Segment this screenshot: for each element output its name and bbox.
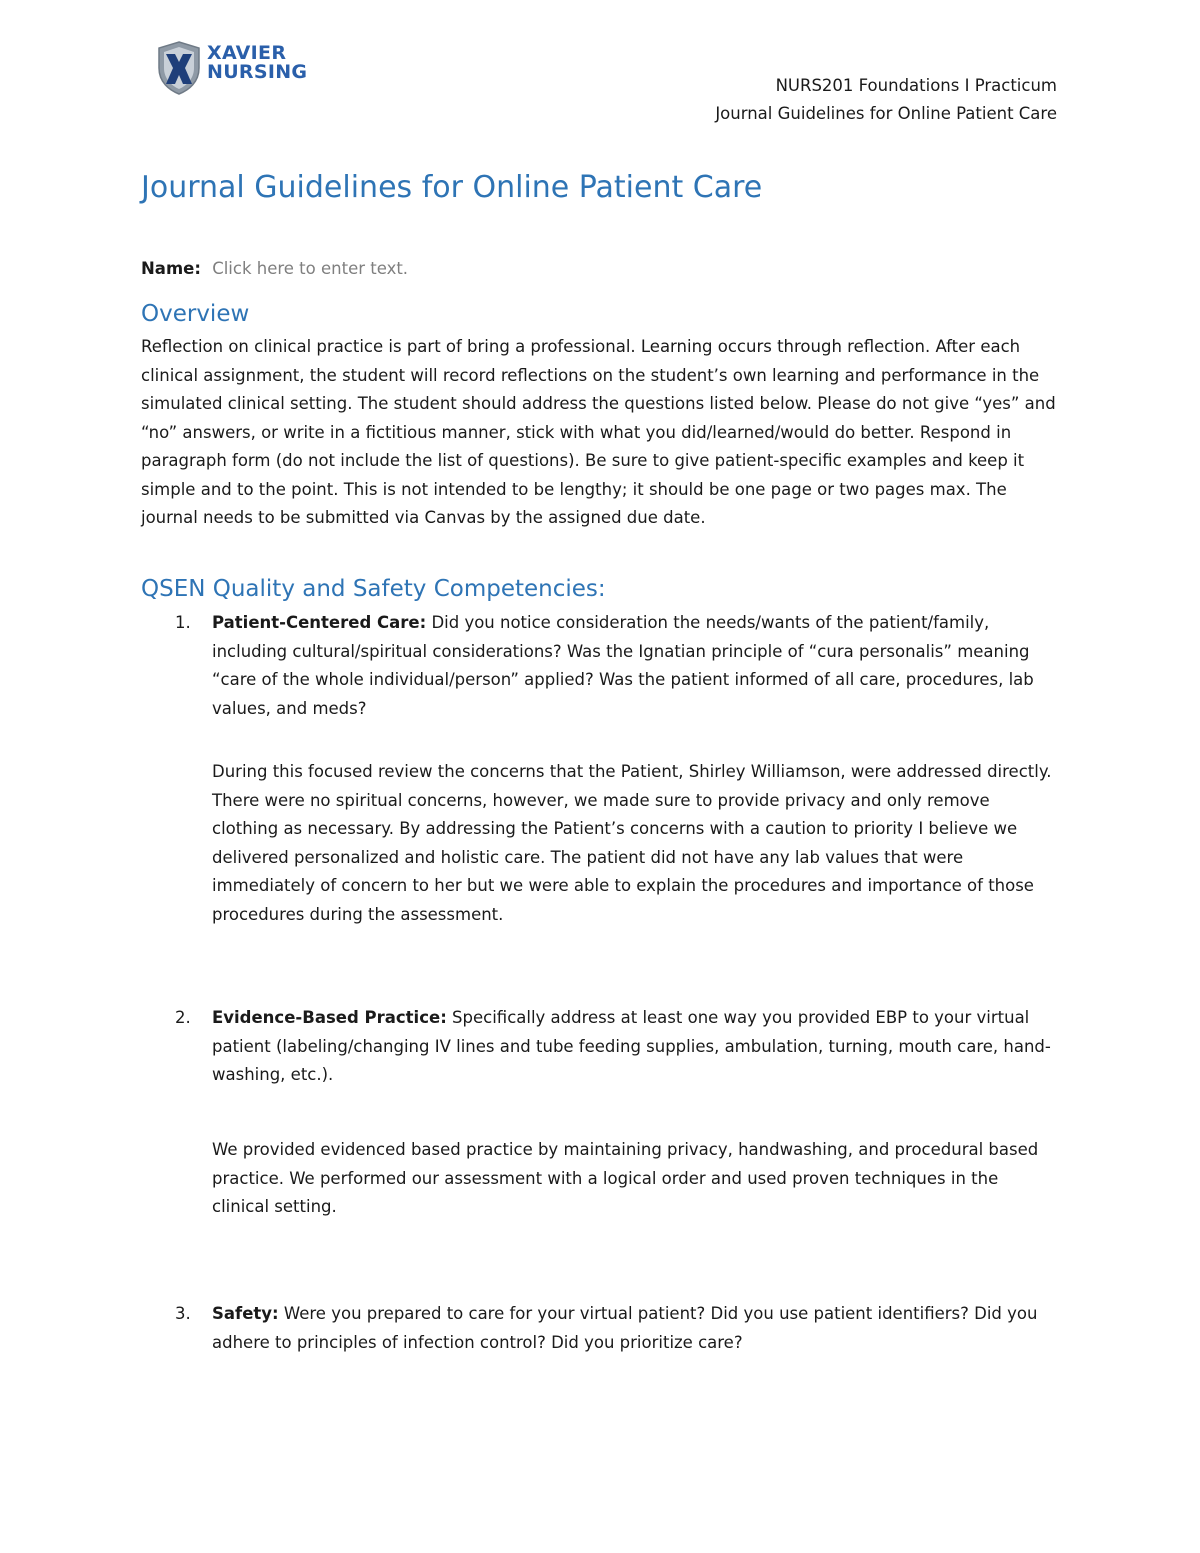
overview-paragraph: Reflection on clinical practice is part of bring a professional. Learning occurs through reflection. After each clinical assignment, the student will record reflections on the student’s own learning and performance in the simulated clinical setting. The student should address the questions listed below. Please do not give “yes” and “no” answers, or write in a fictitious manner, stick with what you did/learned/would do better. Respond in paragraph form (do not include the list of questions). Be sure to give patient-specific examples and keep it simple and to the point. This is not intended to be lengthy; it should be one page or two pages max. The journal needs to be submitted via Canvas by the assigned due date. <box>141 337 1056 527</box>
name-row <box>141 259 408 278</box>
svg-text:X: X <box>178 73 180 74</box>
overview-heading: Overview <box>141 301 250 327</box>
page-header <box>715 72 1057 128</box>
list-number: 2. <box>175 1008 191 1027</box>
answer-paragraph: During this focused review the concerns that the Patient, Shirley Williamson, were addressed directly. There were no spiritual concerns, however, we made sure to provide privacy and only remove clothing as necessary. By addressing the Patient’s concerns with a caution to priority I believe we delivered personalized and holistic care. The patient did not have any lab values that were immediately of concern to her but we were able to explain the procedures and importance of those procedures during the assessment. <box>212 762 1052 924</box>
xavier-nursing-logo <box>155 40 315 98</box>
list-number: 1. <box>175 613 191 632</box>
list-item-label: Safety: <box>212 1304 279 1323</box>
list-item-question: Did you notice consideration the needs/wants of the patient/family, including cultural/spiritual considerations? Was the Ignatian principle of “cura personalis” meaning “care of the whole individual/person” applied? Was the patient informed of all care, procedures, lab values, and meds? <box>212 613 1034 718</box>
logo-line-xavier: XAVIER <box>207 42 287 64</box>
name-label: Name: <box>141 259 201 278</box>
logo-wordmark <box>207 44 307 82</box>
document-title: Journal Guidelines for Online Patient Care <box>141 170 763 205</box>
header-subtitle: Journal Guidelines for Online Patient Care <box>715 104 1057 123</box>
list-question <box>212 609 1057 723</box>
list-item-question: Were you prepared to care for your virtual patient? Did you use patient identifiers? Did you adhere to principles of infection control? Did you prioritize care? <box>212 1304 1038 1352</box>
list-question <box>212 1004 1057 1090</box>
list-item-label: Patient-Centered Care: <box>212 613 427 632</box>
shield-emblem-icon <box>155 40 203 96</box>
list-item-label: Evidence-Based Practice: <box>212 1008 447 1027</box>
list-item-question: Specifically address at least one way you provided EBP to your virtual patient (labeling/changing IV lines and tube feeding supplies, ambulation, turning, mouth care, hand-washing, etc.). <box>212 1008 1051 1084</box>
logo-line-nursing: NURSING <box>207 61 308 83</box>
qsen-heading: QSEN Quality and Safety Competencies: <box>141 576 606 602</box>
list-question <box>212 1300 1057 1357</box>
name-field[interactable]: Click here to enter text. <box>212 259 409 278</box>
header-course: NURS201 Foundations I Practicum <box>775 76 1057 95</box>
answer-paragraph: We provided evidenced based practice by maintaining privacy, handwashing, and procedural based practice. We performed our assessment with a logical order and used proven techniques in the clinical setting. <box>212 1140 1039 1216</box>
list-number: 3. <box>175 1304 191 1323</box>
